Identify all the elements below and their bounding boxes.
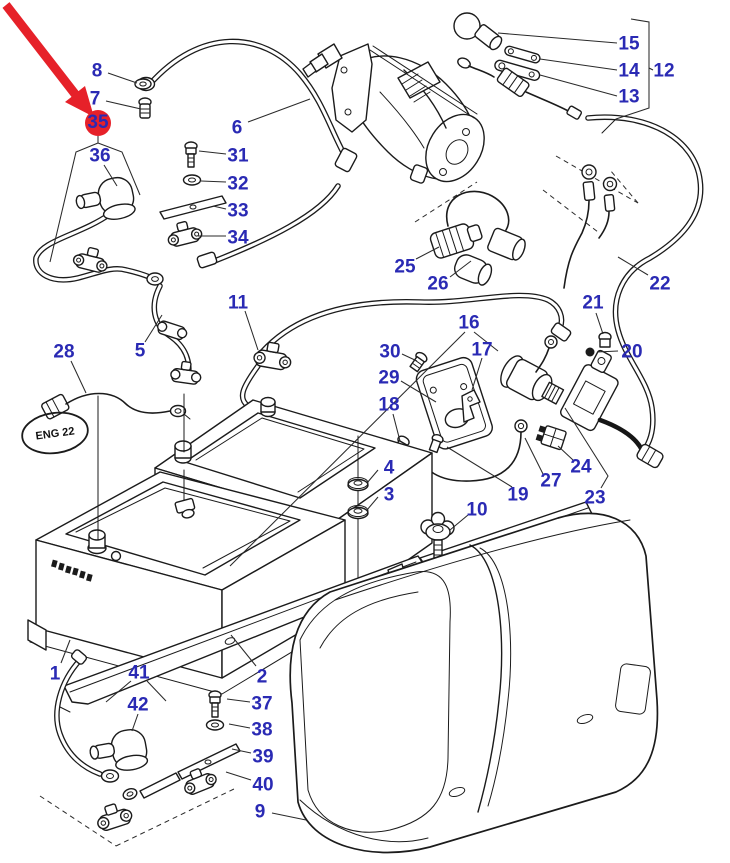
part-callout-16: 16 <box>458 312 480 334</box>
part-callout-17: 17 <box>471 339 493 361</box>
leader-line-15 <box>498 33 617 43</box>
leader-line-27 <box>525 438 543 474</box>
part-callout-37: 37 <box>251 693 273 715</box>
part-callout-9: 9 <box>254 801 266 823</box>
part-callout-13: 13 <box>618 86 640 108</box>
part-callout-14: 14 <box>618 60 640 82</box>
leader-line-8 <box>108 73 137 83</box>
relay-23 <box>559 347 664 469</box>
part-callout-36: 36 <box>89 145 111 167</box>
cable-5 <box>154 286 202 385</box>
part-callout-12: 12 <box>653 60 675 82</box>
part-callout-27: 27 <box>540 470 562 492</box>
boot-15 <box>454 13 504 52</box>
part-callout-40: 40 <box>252 774 274 796</box>
part-callout-7: 7 <box>89 88 101 110</box>
part-callout-2: 2 <box>256 666 268 688</box>
ring-lug-wires <box>564 119 617 288</box>
leader-line-9 <box>272 813 306 820</box>
part-callout-32: 32 <box>227 173 249 195</box>
leader-line-31 <box>199 151 226 154</box>
part-callout-25: 25 <box>394 256 416 278</box>
mounting-plate-29 <box>414 355 495 451</box>
leader-line-12 <box>649 68 653 70</box>
jumper-wire-28 <box>41 394 190 420</box>
leader-line-11 <box>245 311 258 350</box>
leader-line-14 <box>540 59 617 70</box>
part-callout-19: 19 <box>507 484 529 506</box>
battery-clamp <box>72 244 110 274</box>
part-callout-33: 33 <box>227 200 249 222</box>
part-callout-6: 6 <box>231 117 243 139</box>
leader-line-33 <box>213 206 226 209</box>
part-callout-29: 29 <box>378 367 400 389</box>
part-callout-24: 24 <box>570 456 592 478</box>
part-callout-4: 4 <box>383 457 395 479</box>
leader-line-38 <box>229 724 250 728</box>
leader-line-1 <box>61 640 70 663</box>
part-callout-20: 20 <box>621 341 643 363</box>
connector-24 <box>535 424 567 450</box>
part-callout-22: 22 <box>649 273 671 295</box>
clamp-kit-top <box>160 142 226 248</box>
part-callout-21: 21 <box>582 292 604 314</box>
part-callout-18: 18 <box>378 394 400 416</box>
part-callout-34: 34 <box>227 227 249 249</box>
leader-line-13 <box>540 75 617 96</box>
washer-8-bolt-7 <box>135 79 151 118</box>
leader-line-6 <box>248 99 310 122</box>
leader-line-42 <box>132 714 138 731</box>
leader-line-37 <box>227 699 250 702</box>
part-callout-35: 35 <box>87 112 109 133</box>
part-callout-39: 39 <box>252 746 274 768</box>
part-callout-11: 11 <box>227 292 249 314</box>
part-callout-42: 42 <box>127 694 149 716</box>
part-callout-5: 5 <box>134 340 146 362</box>
red-pointer-arrow <box>3 2 95 117</box>
part-callout-1: 1 <box>49 663 61 685</box>
leader-line-32 <box>201 181 226 182</box>
part-callout-15: 15 <box>618 33 640 55</box>
leader-line-40 <box>226 772 251 780</box>
part-callout-26: 26 <box>427 273 449 295</box>
part-callout-28: 28 <box>53 341 75 363</box>
leader-line-28 <box>71 361 86 393</box>
leader-line-21 <box>596 313 603 334</box>
part-callout-23: 23 <box>584 487 606 509</box>
part-callout-30: 30 <box>379 341 401 363</box>
part-callout-10: 10 <box>466 499 488 521</box>
solenoid-16 <box>496 336 568 412</box>
leader-line-18 <box>393 414 400 441</box>
leader-line-10 <box>450 515 468 530</box>
part-callout-38: 38 <box>251 719 273 741</box>
part-callout-31: 31 <box>227 145 249 167</box>
eng-label-text: ENG 22 <box>34 425 76 443</box>
part-callout-3: 3 <box>383 484 395 506</box>
leader-line-41 <box>147 681 166 701</box>
leader-line-30 <box>402 354 417 361</box>
leader-line-7 <box>106 101 141 109</box>
fuse-links-14-13 <box>456 45 582 120</box>
terminal-cover-36-cable <box>36 175 163 285</box>
part-callout-8: 8 <box>91 60 103 82</box>
part-callout-41: 41 <box>128 662 150 684</box>
